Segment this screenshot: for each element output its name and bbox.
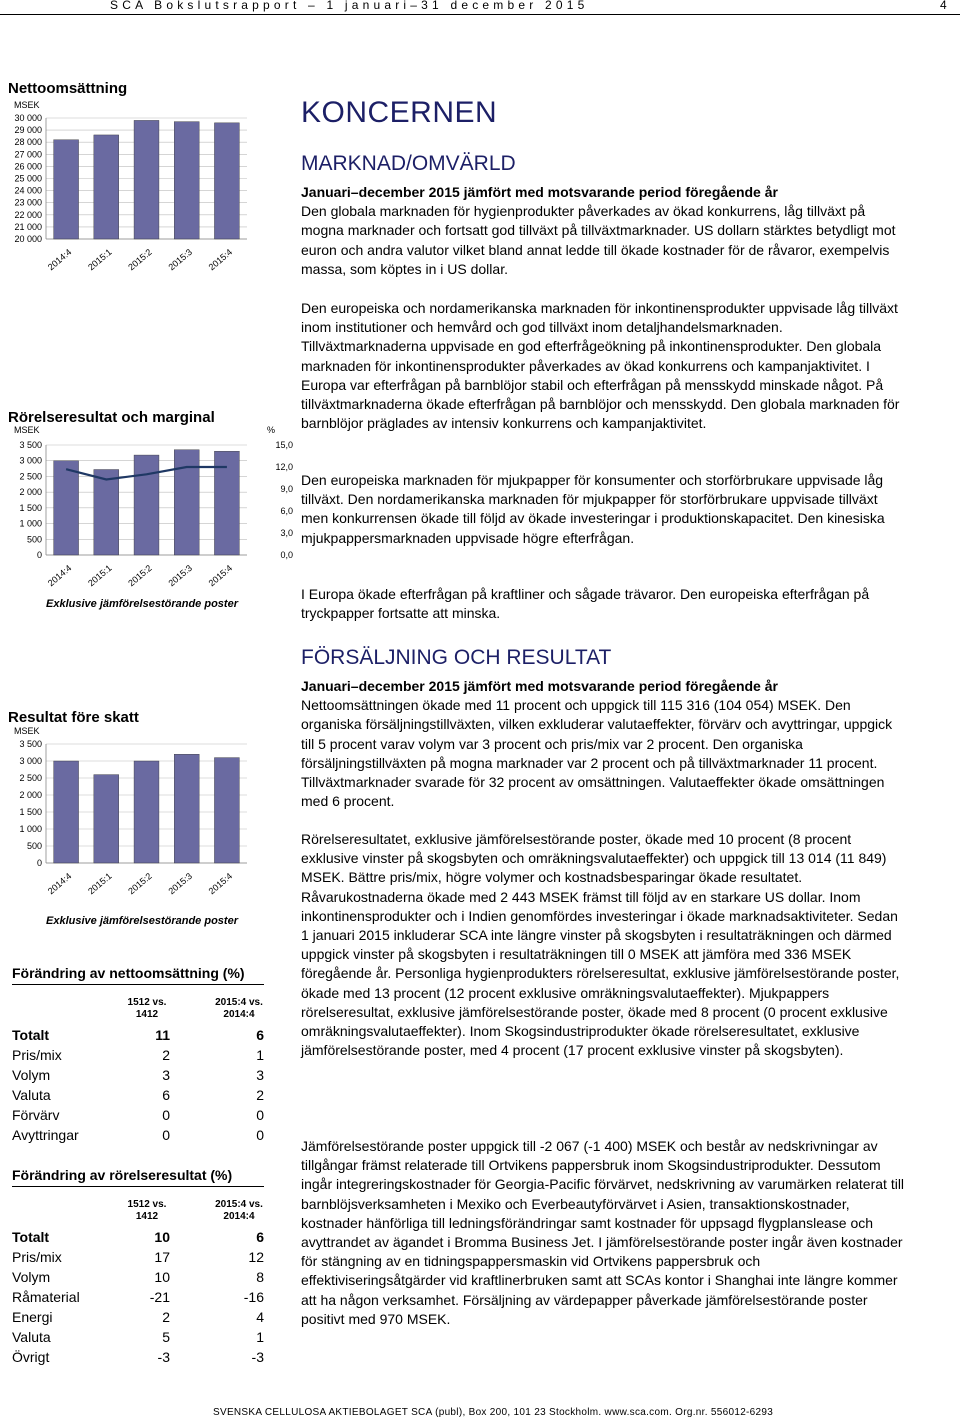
col-head-line: 1512 vs.: [127, 1199, 167, 1210]
y-right-tick-label: 0,0: [280, 550, 293, 560]
y-axis-right-unit: %: [267, 425, 276, 435]
chart-operating-profit: [0, 425, 300, 615]
row-label: Avyttringar: [12, 1127, 79, 1143]
bar-2015q1: [94, 775, 119, 863]
table-row: [12, 1087, 264, 1107]
row-value: 6: [256, 1027, 264, 1043]
row-label: Totalt: [12, 1229, 50, 1245]
bar-2015q3: [174, 450, 199, 555]
row-label: Pris/mix: [12, 1047, 62, 1063]
row-value: 0: [256, 1107, 264, 1123]
y-tick-label: 23 000: [14, 197, 42, 208]
table-op-change: [12, 1167, 264, 1369]
y-tick-label: 3 500: [19, 440, 42, 450]
row-value: 0: [162, 1127, 170, 1143]
row-label: Övrigt: [12, 1349, 50, 1365]
chart-operating-profit-title: Rörelseresultat och marginal: [8, 409, 215, 426]
col-head-line: 2014:4: [223, 1211, 255, 1222]
bar-2014q4: [54, 140, 79, 239]
row-value: -16: [243, 1289, 264, 1305]
y-right-tick-label: 12,0: [275, 462, 293, 472]
section-heading-sales: FÖRSÄLJNING OCH RESULTAT: [301, 646, 612, 669]
col-head-line: 1412: [135, 1211, 159, 1222]
row-value: -21: [149, 1289, 170, 1305]
row-label: Pris/mix: [12, 1249, 62, 1265]
footer-company-info: SVENSKA CELLULOSA AKTIEBOLAGET SCA (publ), Box 200, 101 23 Stockholm. www.sca.com. Org.nr. 556012-6293: [213, 1407, 774, 1418]
y-right-tick-label: 15,0: [275, 440, 293, 450]
y-tick-label: 2 500: [19, 471, 42, 482]
bar-2014q4: [54, 461, 79, 555]
y-tick-label: 2 500: [19, 773, 42, 783]
page-number: 4: [940, 0, 947, 12]
y-tick-label: 2 000: [19, 487, 42, 498]
section-heading-koncernen: KONCERNEN: [301, 96, 498, 129]
col-head-line: 2014:4: [223, 1009, 255, 1020]
x-tick-label: 2015:1: [86, 870, 114, 897]
row-label: Volym: [12, 1269, 51, 1285]
table-sales-col1-head: [117, 997, 177, 1021]
row-value: 3: [256, 1067, 264, 1083]
row-value: 6: [256, 1229, 264, 1245]
y-right-tick-label: 9,0: [280, 484, 293, 494]
table-row: [12, 1309, 264, 1329]
y-tick-label: 22 000: [14, 209, 42, 220]
row-value: -3: [157, 1349, 170, 1365]
row-value: 2: [256, 1087, 264, 1103]
y-tick-label: 0: [36, 550, 42, 560]
sales-text-block: [301, 677, 906, 811]
chart-net-sales: [0, 98, 260, 283]
row-value: 1: [256, 1047, 264, 1063]
bar-2015q3: [174, 122, 199, 239]
table-row: [12, 1127, 264, 1147]
table-row: [12, 1067, 264, 1087]
section-heading-market: MARKNAD/OMVÄRLD: [301, 152, 516, 175]
table-row: [12, 1027, 264, 1047]
table-row: [12, 1249, 264, 1269]
x-tick-label: 2015:1: [86, 562, 114, 589]
row-value: 6: [162, 1087, 170, 1103]
table-sales-col2-head: [209, 997, 269, 1021]
x-tick-label: 2014:4: [45, 562, 74, 589]
bar-2015q4: [214, 123, 239, 239]
y-tick-label: 1 000: [19, 824, 42, 834]
y-tick-label: 1 000: [19, 518, 42, 529]
col-head-line: 1412: [135, 1009, 159, 1020]
sales-paragraph-2: Rörelseresultatet, exklusive jämförelsestörande poster, ökade med 10 procent (8 procent exklusive vinster på skogsbyten och omräkningsvalutaeffekter) och uppgick till 13 014 (11 849) MSEK. Bättre pris/mix, högre volymer och kostnadsbesparingar ökade resultatet. Råvarukostnaderna ökade med 2 443 MSEK främst till följd av en starkare US dollar. Inom inkontinensprodukter och i Indien genomfördes investeringar i ökade marknadsaktiviteter. Sedan 1 januari 2015 inkluderar SCA inte längre vinster på skogsbyten i resultaträkningen och därmed uppgick vinster på skogsbyten i resultaträkningen till 0 MSEK att jämföra med 336 MSEK föregående år. Personliga hygienprodukters rörelseresultat, exklusive jämförelsestörande poster, ökade med 13 procent (12 procent exklusive omräkningsvalutaeffekter). Mjukpappers rörelseresultat, exklusive jämförelsestörande poster, ökade med 8 procent (0 procent exklusive omräkningsvalutaeffekter). Inom Skogsindustriprodukter ökade rörelseresultatet, exklusive jämförelsestörande poster, med 4 procent (17 procent exklusive vinster på skogsbyten).: [301, 831, 900, 1059]
chart-net-sales-title: Nettoomsättning: [8, 80, 128, 97]
table-op-col2-head: [209, 1199, 269, 1223]
table-op-title: Förändring av rörelseresultat (%): [12, 1167, 233, 1183]
bar-2015q1: [94, 135, 119, 239]
col-head-line: 2015:4 vs.: [215, 1199, 263, 1210]
row-value: 17: [154, 1249, 170, 1265]
row-value: 12: [248, 1249, 264, 1265]
bar-2015q2: [134, 120, 159, 239]
table-row: [12, 1269, 264, 1289]
table-sales-title: Förändring av nettoomsättning (%): [12, 965, 245, 981]
x-tick-label: 2015:4: [206, 562, 235, 589]
y-axis-unit: MSEK: [14, 726, 40, 736]
bar-2015q2: [134, 761, 159, 863]
market-subheading: Januari–december 2015 jämfört med motsvarande period föregående år: [301, 184, 778, 200]
header-divider: [0, 14, 960, 15]
table-row: [12, 1047, 264, 1067]
x-tick-label: 2015:3: [166, 870, 194, 897]
y-tick-label: 3 500: [19, 739, 42, 749]
y-tick-label: 30 000: [14, 113, 42, 123]
row-value: 8: [256, 1269, 264, 1285]
table-op-rule: [12, 1186, 264, 1187]
y-tick-label: 28 000: [14, 137, 42, 148]
table-op-col1-head: [117, 1199, 177, 1223]
y-tick-label: 25 000: [14, 173, 42, 184]
x-tick-label: 2015:2: [126, 562, 154, 589]
bar-2014q4: [54, 761, 79, 863]
row-value: 3: [162, 1067, 170, 1083]
row-value: 5: [162, 1329, 170, 1345]
x-tick-label: 2015:3: [166, 246, 194, 273]
table-row: [12, 1349, 264, 1369]
y-tick-label: 3 000: [19, 756, 42, 766]
y-tick-label: 24 000: [14, 185, 42, 196]
bar-2015q4: [214, 758, 239, 863]
market-paragraph-1: Den globala marknaden för hygienprodukter påverkades av ökad konkurrens, låg tillväxt på mogna marknader och fortsatt god tillväxt på tillväxtmarknader. US dollarn stärktes betydligt mot euron och andra valutor vilket bland annat ledde till ökade kostnader för de råvaror, exempelvis massa, som köptes in i US dollar.: [301, 203, 896, 277]
y-tick-label: 1 500: [19, 807, 42, 817]
bar-2015q2: [134, 455, 159, 555]
y-axis-unit: MSEK: [14, 100, 40, 110]
y-tick-label: 27 000: [14, 149, 42, 160]
row-value: -3: [251, 1349, 264, 1365]
row-value: 4: [256, 1309, 264, 1325]
market-paragraph-3: Den europeiska marknaden för mjukpapper för konsumenter och storförbrukare uppvisade låg tillväxt. Den nordamerikanska marknaden för mjukpapper för storförbrukare uppvisade tillväxt men konkurrensen ökade till följd av ökade investeringar i produktionskapacitet. Den kinesiska mjukpappersmarknaden uppvisade högre efterfrågan.: [301, 472, 885, 546]
y-tick-label: 26 000: [14, 161, 42, 172]
y-tick-label: 1 500: [19, 502, 42, 513]
y-tick-label: 29 000: [14, 125, 42, 136]
table-sales-rule: [12, 984, 264, 985]
table-row: [12, 1289, 264, 1309]
market-text-block: [301, 183, 906, 279]
table-row: [12, 1229, 264, 1249]
row-value: 11: [155, 1027, 170, 1043]
chart-profit-before-tax: [0, 726, 260, 932]
market-paragraph-4: I Europa ökade efterfrågan på kraftliner och sågade trävaror. Den europeiska efterfrågan på tryckpapper fortsatte att minska.: [301, 586, 870, 622]
x-tick-label: 2015:2: [126, 870, 154, 897]
row-value: 2: [162, 1309, 170, 1325]
col-head-line: 1512 vs.: [127, 997, 167, 1008]
table-sales-change: [12, 965, 264, 1147]
row-label: Energi: [12, 1309, 53, 1325]
y-tick-label: 20 000: [14, 234, 42, 244]
y-tick-label: 21 000: [14, 221, 42, 232]
sales-paragraph-1: Nettoomsättningen ökade med 11 procent och uppgick till 115 316 (104 054) MSEK. Den organiska försäljningstillväxten, vilken exkluderar valutaeffekter, förvärv och avyttringar, uppgick till 5 procent varav volym var 3 procent och pris/mix var 2 procent. Den organiska försäljningstillväxten på mogna marknader var 2 procent och på tillväxtmarknader 11 procent. Tillväxtmarknader svarade för 32 procent av omsättningen. Valutaeffekter ökade omsättningen med 6 procent.: [301, 697, 893, 810]
x-tick-label: 2014:4: [45, 246, 74, 273]
row-value: 0: [162, 1107, 170, 1123]
x-tick-label: 2015:4: [206, 246, 235, 273]
col-head-line: 2015:4 vs.: [215, 997, 263, 1008]
table-row: [12, 1329, 264, 1349]
sales-paragraph-3: Jämförelsestörande poster uppgick till -2 067 (-1 400) MSEK och består av nedskrivningar av tillgångar främst relaterade till Ortvikens pappersbruk inom Skogsindustriprodukter. Dessutom ingår integreringskostnader för Georgia-Pacific förvärvet, nedskrivning av varumärken relaterat till barnblöjsverksamheten i Mexiko och Everbeautyförvärvet i Asien, transaktionskostnader, kostnader hänförliga till ledningsförändringar samt kostnader för uppsagd flygplanslease och avyttrandet av ägandet i Bromma Business Jet. I jämförelsestörande poster ingår även kostnader för stängning av en tidningspappersmaskin vid Ortvikens pappersbruk och effektiviseringsåtgärder vid kraftlinerbruken samt att SCAs kontor i Shanghai inte längre kommer att ha någon verksamhet. Försäljning av värdepapper påverkade jämförelsestörande poster positivt med 970 MSEK.: [301, 1138, 905, 1327]
row-value: 2: [162, 1047, 170, 1063]
market-paragraph-2: Den europeiska och nordamerikanska marknaden för inkontinensprodukter uppvisade låg tillväxt inom institutioner och hemvård och god tillväxt inom detaljhandelsmarknaden. Tillväxtmarknaderna uppvisade en god efterfrågeökning på inkontinensprodukter. Den globala marknaden för inkontinensprodukter påverkades av ökad konkurrens och kampanjaktivitet. I Europa var efterfrågan på barnblöjor stabil och efterfrågan på mensskydd minskade något. På tillväxtmarknaderna ökade efterfrågan på barnblöjor och mensskydd. Den globala marknaden för barnblöjor präglades av intensiv konkurrens och kampanjaktivitet.: [301, 300, 900, 432]
row-label: Förvärv: [12, 1107, 60, 1123]
chart-footnote: Exklusive jämförelsestörande poster: [46, 915, 238, 927]
y-right-tick-label: 3,0: [280, 528, 293, 538]
table-row: [12, 1107, 264, 1127]
y-tick-label: 3 000: [19, 455, 42, 466]
report-header-title: SCA Bokslutsrapport – 1 januari–31 december 2015: [110, 0, 589, 12]
row-label: Valuta: [12, 1087, 51, 1103]
x-tick-label: 2015:1: [86, 246, 114, 273]
row-label: Totalt: [12, 1027, 50, 1043]
bar-2015q3: [174, 754, 199, 863]
y-axis-unit: MSEK: [14, 425, 40, 435]
sales-subheading: Januari–december 2015 jämfört med motsvarande period föregående år: [301, 678, 778, 694]
row-value: 0: [256, 1127, 264, 1143]
x-tick-label: 2015:3: [166, 562, 194, 589]
y-tick-label: 0: [36, 858, 42, 868]
row-value: 1: [256, 1329, 264, 1345]
x-tick-label: 2015:2: [126, 246, 154, 273]
y-tick-label: 500: [26, 841, 42, 851]
y-right-tick-label: 6,0: [280, 506, 293, 516]
row-label: Volym: [12, 1067, 51, 1083]
row-value: 10: [154, 1269, 170, 1285]
bar-2015q1: [94, 470, 119, 555]
y-tick-label: 2 000: [19, 790, 42, 800]
chart-footnote: Exklusive jämförelsestörande poster: [46, 598, 238, 610]
row-label: Råmaterial: [12, 1289, 80, 1305]
x-tick-label: 2014:4: [45, 870, 74, 897]
y-tick-label: 500: [26, 534, 42, 545]
x-tick-label: 2015:4: [206, 870, 235, 897]
chart-profit-before-tax-title: Resultat före skatt: [8, 709, 139, 726]
row-label: Valuta: [12, 1329, 51, 1345]
row-value: 10: [154, 1229, 170, 1245]
